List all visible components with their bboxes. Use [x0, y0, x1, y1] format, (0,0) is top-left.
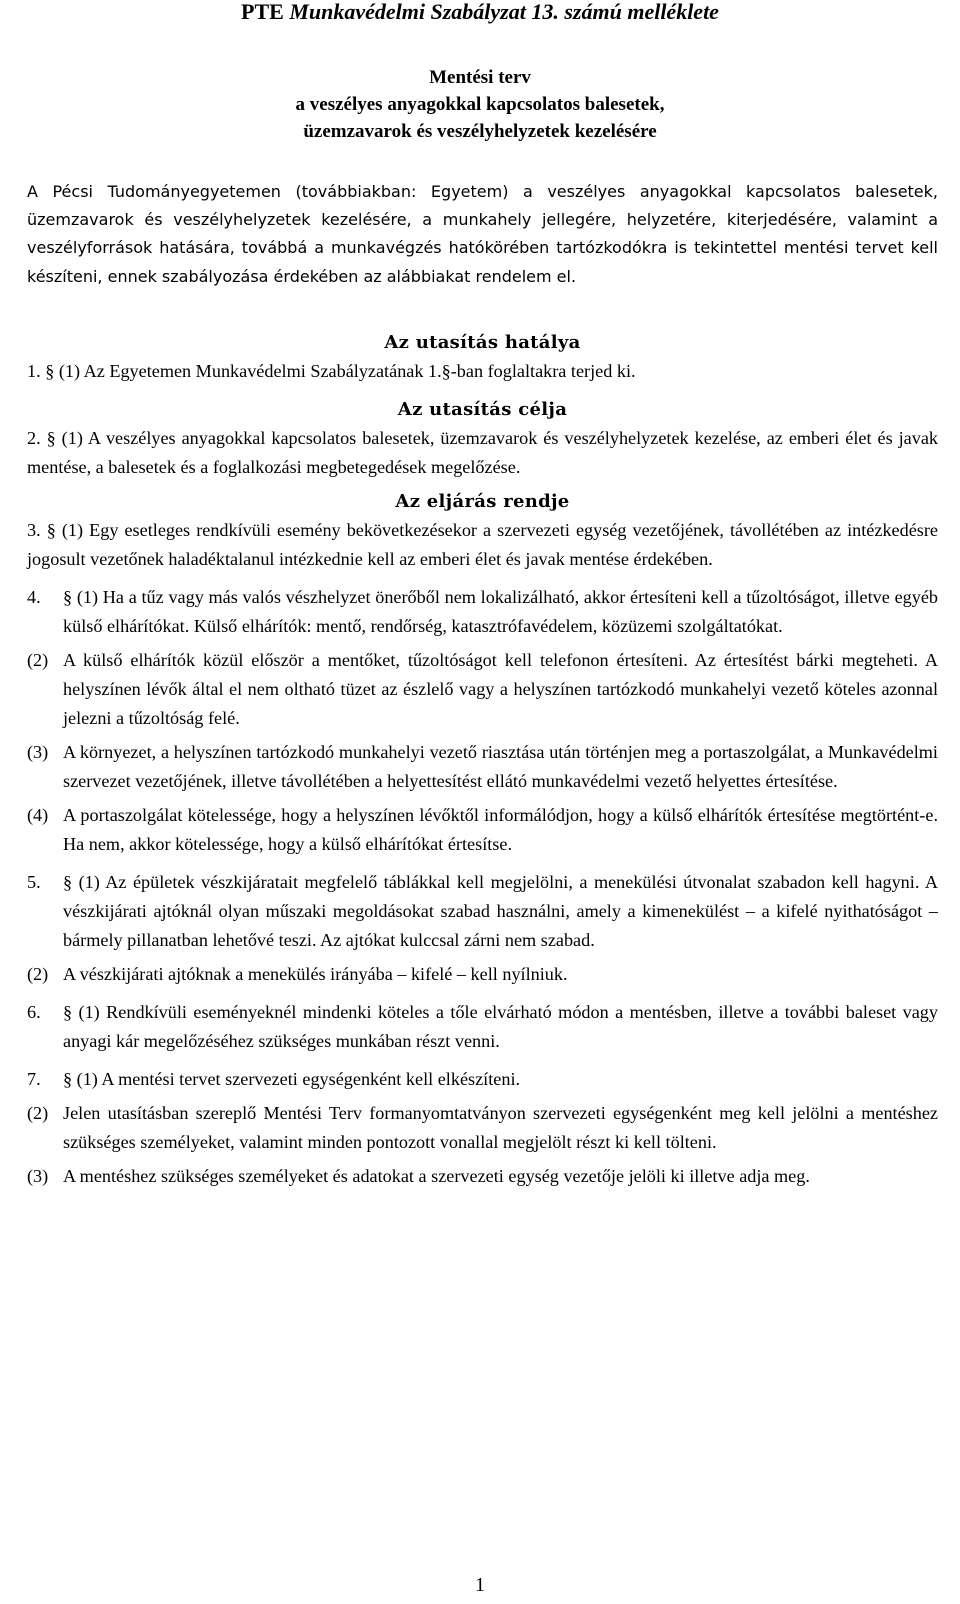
title-line-2: a veszélyes anyagokkal kapcsolatos balesetek,: [295, 94, 665, 115]
paragraph-text: Jelen utasításban szereplő Mentési Terv formanyomtatványon szervezeti egységenként meg kell jelölni a mentéshez szükséges személyeket, valamint minden pontozott vonallal megjelölt részt ki kell tölteni.: [63, 1103, 938, 1152]
title-line-1: Mentési terv: [429, 67, 531, 88]
header-prefix: PTE: [241, 0, 290, 24]
paragraph-5-2: [27, 960, 938, 989]
paragraph-number: (2): [27, 1103, 49, 1123]
section-heading-scope: Az utasítás hatálya: [384, 332, 581, 353]
paragraph-number: 4.: [27, 587, 41, 607]
paragraph-number: (2): [27, 964, 49, 984]
paragraph-2: 2. § (1) A veszélyes anyagokkal kapcsolatos balesetek, üzemzavarok és veszélyhelyzetek kezelése, az emberi élet és javak mentése, a balesetek és a foglalkozási megbetegedések megelőzése.: [27, 428, 938, 477]
paragraph-number: (3): [27, 1166, 49, 1186]
paragraph-text: § (1) A mentési tervet szervezeti egységenként kell elkészíteni.: [63, 1069, 521, 1089]
document-body: [27, 328, 938, 1191]
intro-paragraph: A Pécsi Tudományegyetemen (továbbiakban: Egyetem) a veszélyes anyagokkal kapcsolatos balesetek, üzemzavarok és veszélyhelyzetek kezelésére, a munkahely jellegére, helyzetére, kiterjedésére, valamint a veszélyforrások hatására, továbbá a munkavégzés hatókörében tartózkodókra is tekintettel mentési tervet kell készíteni, ennek szabályozása érdekében az alábbiakat rendelem el.: [27, 182, 938, 286]
paragraph-number: (3): [27, 742, 49, 762]
paragraph-text: A mentéshez szükséges személyeket és adatokat a szervezeti egység vezetője jelöli ki illetve adja meg.: [63, 1166, 810, 1186]
page-header: [0, 0, 960, 24]
section-heading-procedure: Az eljárás rendje: [395, 491, 570, 512]
paragraph-1: 1. § (1) Az Egyetemen Munkavédelmi Szabályzatának 1.§-ban foglaltakra terjed ki.: [27, 361, 636, 381]
paragraph-text: § (1) Ha a tűz vagy más valós vészhelyzet önerőből nem lokalizálható, akkor értesíteni kell a tűzoltóságot, illetve egyéb külső elhárítókat. Külső elhárítók: mentő, rendőrség, katasztrófavédelem, közüzemi szolgáltatókat.: [63, 587, 938, 636]
paragraph-4-4: [27, 801, 938, 859]
paragraph-text: § (1) Az épületek vészkijáratait megfelelő táblákkal kell megjelölni, a menekülési útvonalat szabadon kell hagyni. A vészkijárati ajtóknál olyan műszaki megoldásokat szabad használni, amely a kimenekülést – a kifelé nyithatóságot – bármely pillanatban lehetővé teszi. Az ajtókat kulccsal zárni nem szabad.: [63, 872, 938, 950]
paragraph-4-1: [27, 583, 938, 641]
paragraph-text: A vészkijárati ajtóknak a menekülés irányába – kifelé – kell nyílniuk.: [63, 964, 568, 984]
page-number: 1: [475, 1574, 485, 1596]
paragraph-text: A portaszolgálat kötelessége, hogy a helyszínen lévőktől informálódjon, hogy a külső elhárítók értesítése megtörtént-e. Ha nem, akkor kötelessége, hogy a külső elhárítókat értesítse.: [63, 805, 938, 854]
paragraph-7-2: [27, 1099, 938, 1157]
paragraph-4-2: [27, 646, 938, 733]
title-line-3: üzemzavarok és veszélyhelyzetek kezelésére: [303, 121, 657, 142]
paragraph-number: 6.: [27, 1002, 41, 1022]
paragraph-number: (2): [27, 650, 49, 670]
header-annex-label: Munkavédelmi Szabályzat 13. számú melléklete: [289, 0, 719, 24]
paragraph-3: 3. § (1) Egy esetleges rendkívüli esemény bekövetkezésekor a szervezeti egység vezetőjének, távollétében az intézkedésre jogosult vezetőnek haladéktalanul intézkednie kell az emberi élet és javak mentése érdekében.: [27, 520, 938, 569]
paragraph-5-1: [27, 868, 938, 955]
paragraph-number: 5.: [27, 872, 41, 892]
paragraph-number: 7.: [27, 1069, 41, 1089]
paragraph-7-3: [27, 1162, 938, 1191]
paragraph-6-1: [27, 998, 938, 1056]
paragraph-text: A környezet, a helyszínen tartózkodó munkahelyi vezető riasztása után történjen meg a portaszolgálat, a Munkavédelmi szervezet vezetőjének, illetve távollétében a helyettesítést ellátó munkavédelmi vezető helyettes értesítése.: [63, 742, 938, 791]
paragraph-text: § (1) Rendkívüli eseményeknél mindenki köteles a tőle elvárható módon a mentésben, illetve a további baleset vagy anyagi kár megelőzéséhez szükséges munkában részt venni.: [63, 1002, 938, 1051]
paragraph-number: (4): [27, 805, 49, 825]
paragraph-4-3: [27, 738, 938, 796]
section-heading-purpose: Az utasítás célja: [397, 399, 568, 420]
paragraph-text: A külső elhárítók közül először a mentőket, tűzoltóságot kell telefonon értesíteni. Az értesítést bárki megteheti. A helyszínen lévők által el nem oltható tüzet az észlelő vagy a helyszínen tartózkodó munkahelyi vezető köteles azonnal jelezni a tűzoltóság felé.: [63, 650, 938, 728]
document-title: [0, 64, 960, 145]
paragraph-7-1: [27, 1065, 938, 1094]
